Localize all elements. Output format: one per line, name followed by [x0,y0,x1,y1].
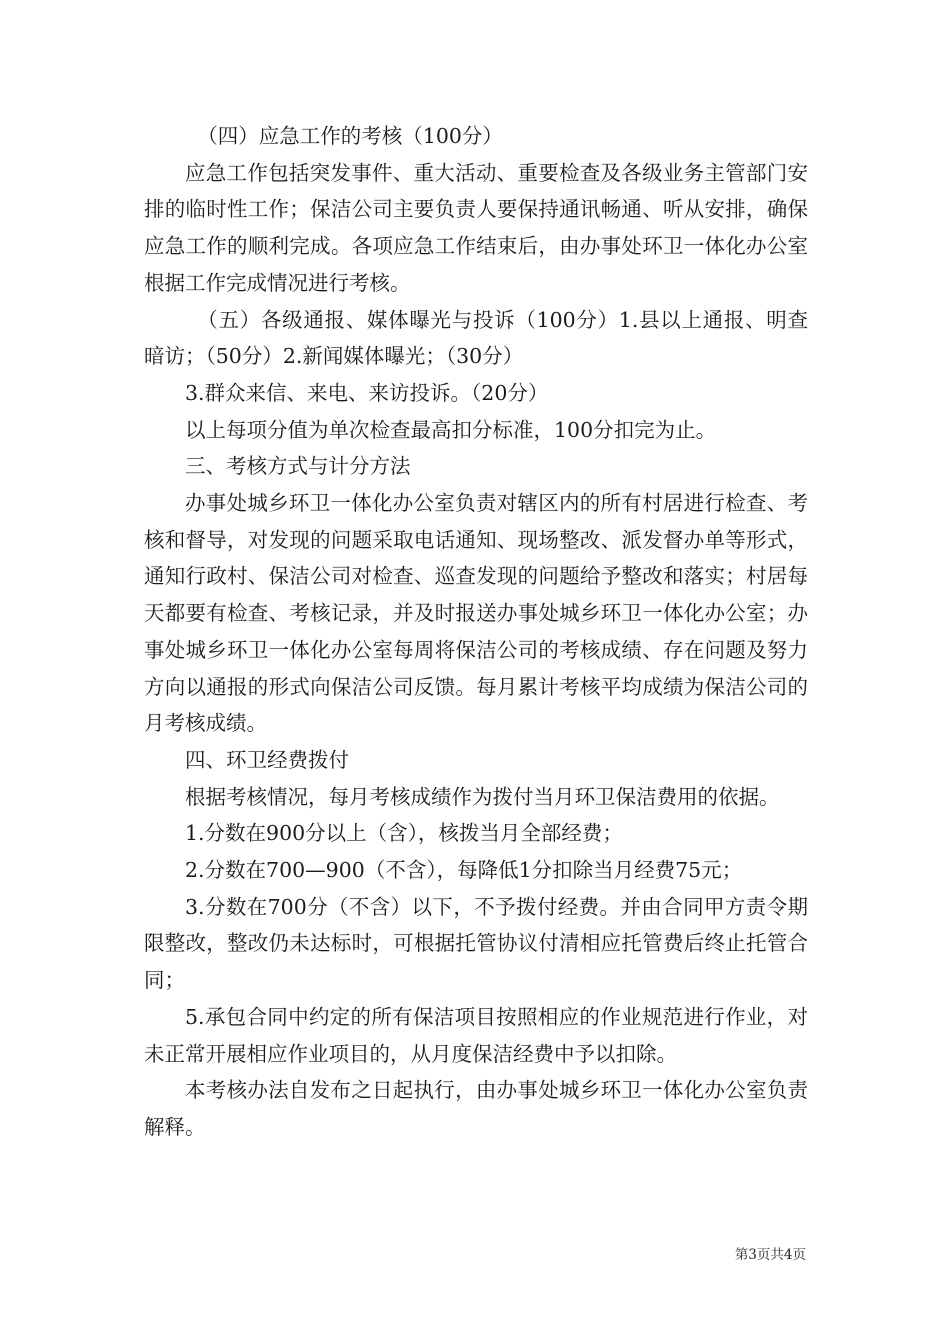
paragraph-complaints: 3.群众来信、来电、来访投诉。（20分） [185,380,549,405]
list-item-5: 5.承包合同中约定的所有保洁项目按照相应的作业规范进行作业，对未正常开展相应作业项目的，从月度保洁经费中予以扣除。 [144,1004,808,1066]
list-item-1: 1.分数在900分以上（含），核拨当月全部经费； [185,821,623,846]
list-item-3: 3.分数在700分（不含）以下，不予拨付经费。并由合同甲方责令期限整改，整改仍未达标时，可根据托管协议付清相应托管费后终止托管合同； [144,894,808,993]
page-number-footer: 第3页共4页 [734,1247,806,1263]
section-heading-funding: 四、环卫经费拨付 [185,747,349,772]
section-heading-method: 三、考核方式与计分方法 [185,454,411,479]
paragraph-closing: 本考核办法自发布之日起执行，由办事处城乡环卫一体化办公室负责解释。 [144,1078,808,1139]
paragraph-emergency-work: 应急工作包括突发事件、重大活动、重要检查及各级业务主管部门安排的临时性工作；保洁公司主要负责人要保持通讯畅通、听从安排，确保应急工作的顺利完成。各项应急工作结束后，由办事处环卫一体化办公室根据工作完成情况进行考核。 [144,160,808,295]
paragraph-funding-basis: 根据考核情况，每月考核成绩作为拨付当月环卫保洁费用的依据。 [185,784,780,809]
section-heading-emergency: （四）应急工作的考核（100分） [197,124,503,148]
list-item-2: 2.分数在700—900（不含），每降低1分扣除当月经费75元； [185,858,743,883]
paragraph-deduction-rule: 以上每项分值为单次检查最高扣分标准，100分扣完为止。 [185,417,717,442]
section-heading-reports: （五）各级通报、媒体曝光与投诉（100分）1.县以上通报、明查暗访；（50分）2.新闻媒体曝光；（30分） [144,307,808,369]
document-body [144,118,808,1146]
paragraph-inspection-method: 办事处城乡环卫一体化办公室负责对辖区内的所有村居进行检查、考核和督导，对发现的问题采取电话通知、现场整改、派发督办单等形式，通知行政村、保洁公司对检查、巡查发现的问题给予整改和落实；村居每天都要有检查、考核记录，并及时报送办事处城乡环卫一体化办公室；办事处城乡环卫一体化办公室每周将保洁公司的考核成绩、存在问题及努力方向以通报的形式向保洁公司反馈。每月累计考核平均成绩为保洁公司的月考核成绩。 [144,491,808,736]
